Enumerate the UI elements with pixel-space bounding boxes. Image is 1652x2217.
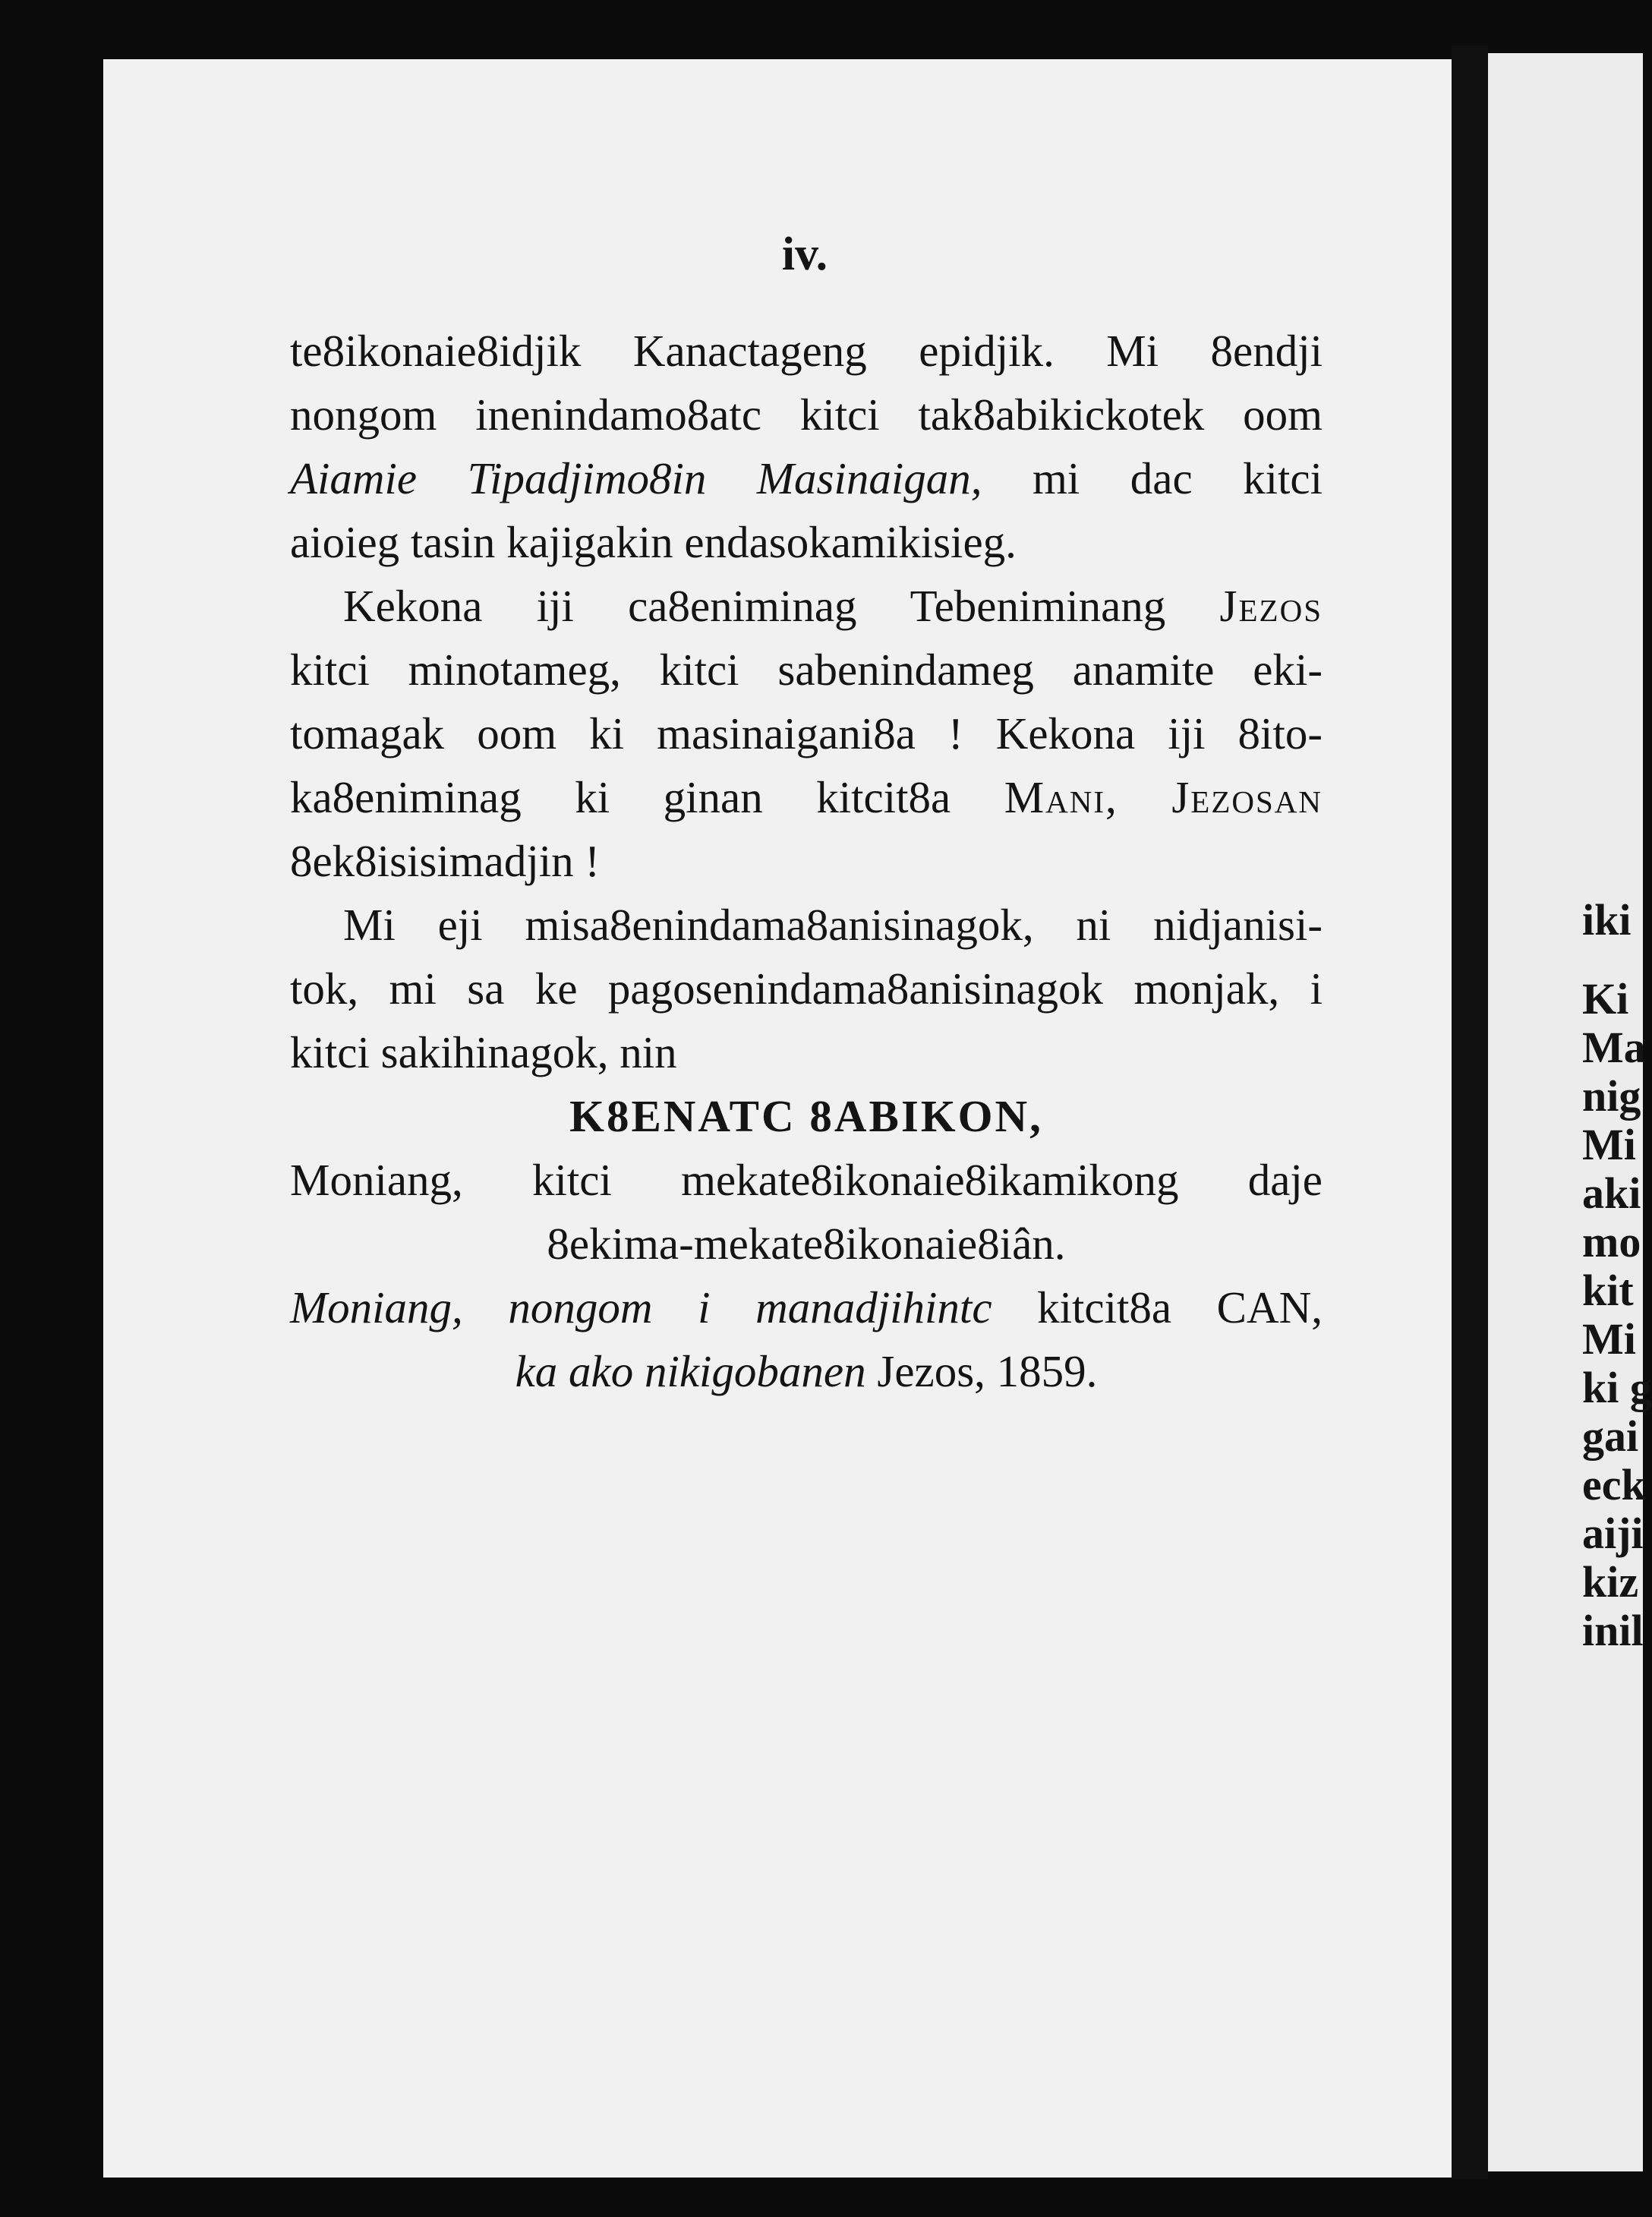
text-line: kitci sakihinagok, nin (290, 1027, 677, 1077)
fragment: Ki (1582, 974, 1629, 1023)
text-line: Mi eji misa8enindama8anisinagok, ni nidjanisi- (343, 900, 1323, 950)
text-line: ka8eniminag ki ginan kitcit8a Mani, Jezosan (290, 772, 1323, 822)
fragment: inil (1582, 1606, 1644, 1655)
fragment: Mi (1582, 1314, 1636, 1364)
fragment: iki (1582, 895, 1632, 945)
signature-name: K8ENATC 8ABIKON, (569, 1091, 1043, 1141)
text-line: Kekona iji ca8eniminag Tebeniminang Jezos (343, 581, 1323, 631)
text-line: 8ek8isisimadjin ! (290, 836, 601, 886)
fragment: aki (1582, 1168, 1641, 1218)
fragment: aiji (1582, 1509, 1644, 1558)
book-title: Aiamie Tipadjimo8in Masinaigan, (290, 453, 982, 503)
name-mani: Mani, (1004, 772, 1118, 822)
signature-title: Moniang, kitci mekate8ikonaie8ikamikong daje (290, 1155, 1323, 1205)
signature-title-continued: 8ekima-mekate8ikonaie8iân. (547, 1219, 1066, 1269)
text-line: te8ikonaie8idjik Kanactageng epidjik. Mi 8endji (290, 326, 1323, 376)
fragment: Mi (1582, 1120, 1636, 1169)
fragment: eck (1582, 1460, 1646, 1509)
name-jezosan: Jezosan (1171, 772, 1323, 822)
fragment: kit (1582, 1266, 1634, 1315)
facing-page-text (1582, 895, 1652, 1655)
fragment: nig (1582, 1071, 1641, 1121)
fragment: ki g (1582, 1363, 1652, 1412)
book-gutter (1452, 46, 1488, 2179)
page-number: iv. (781, 229, 828, 280)
page-text (290, 319, 1323, 1403)
text-line: tok, mi sa ke pagosenindama8anisinagok monjak, i (290, 963, 1323, 1014)
date-line: ka ako nikigobanen Jezos, 1859. (515, 1346, 1098, 1396)
text-line: nongom inenindamo8atc kitci tak8abikickotek oom (290, 389, 1323, 440)
name-jezos: Jezos (1219, 581, 1323, 631)
fragment: mo (1582, 1217, 1641, 1266)
place-line: Moniang, nongom i manadjihintc kitcit8a CAN, (290, 1282, 1323, 1332)
text-line: Aiamie Tipadjimo8in Masinaigan, mi dac kitci (290, 453, 1323, 503)
fragment: gai (1582, 1411, 1639, 1461)
fragment: Ma (1582, 1023, 1646, 1072)
text-line: kitci minotameg, kitci sabenindameg anamite eki- (290, 645, 1323, 695)
text-line: tomagak oom ki masinaigani8a ! Kekona iji 8ito- (290, 708, 1323, 758)
text-line: aioieg tasin kajigakin endasokamikisieg. (290, 517, 1017, 567)
fragment: kiz (1582, 1557, 1639, 1607)
